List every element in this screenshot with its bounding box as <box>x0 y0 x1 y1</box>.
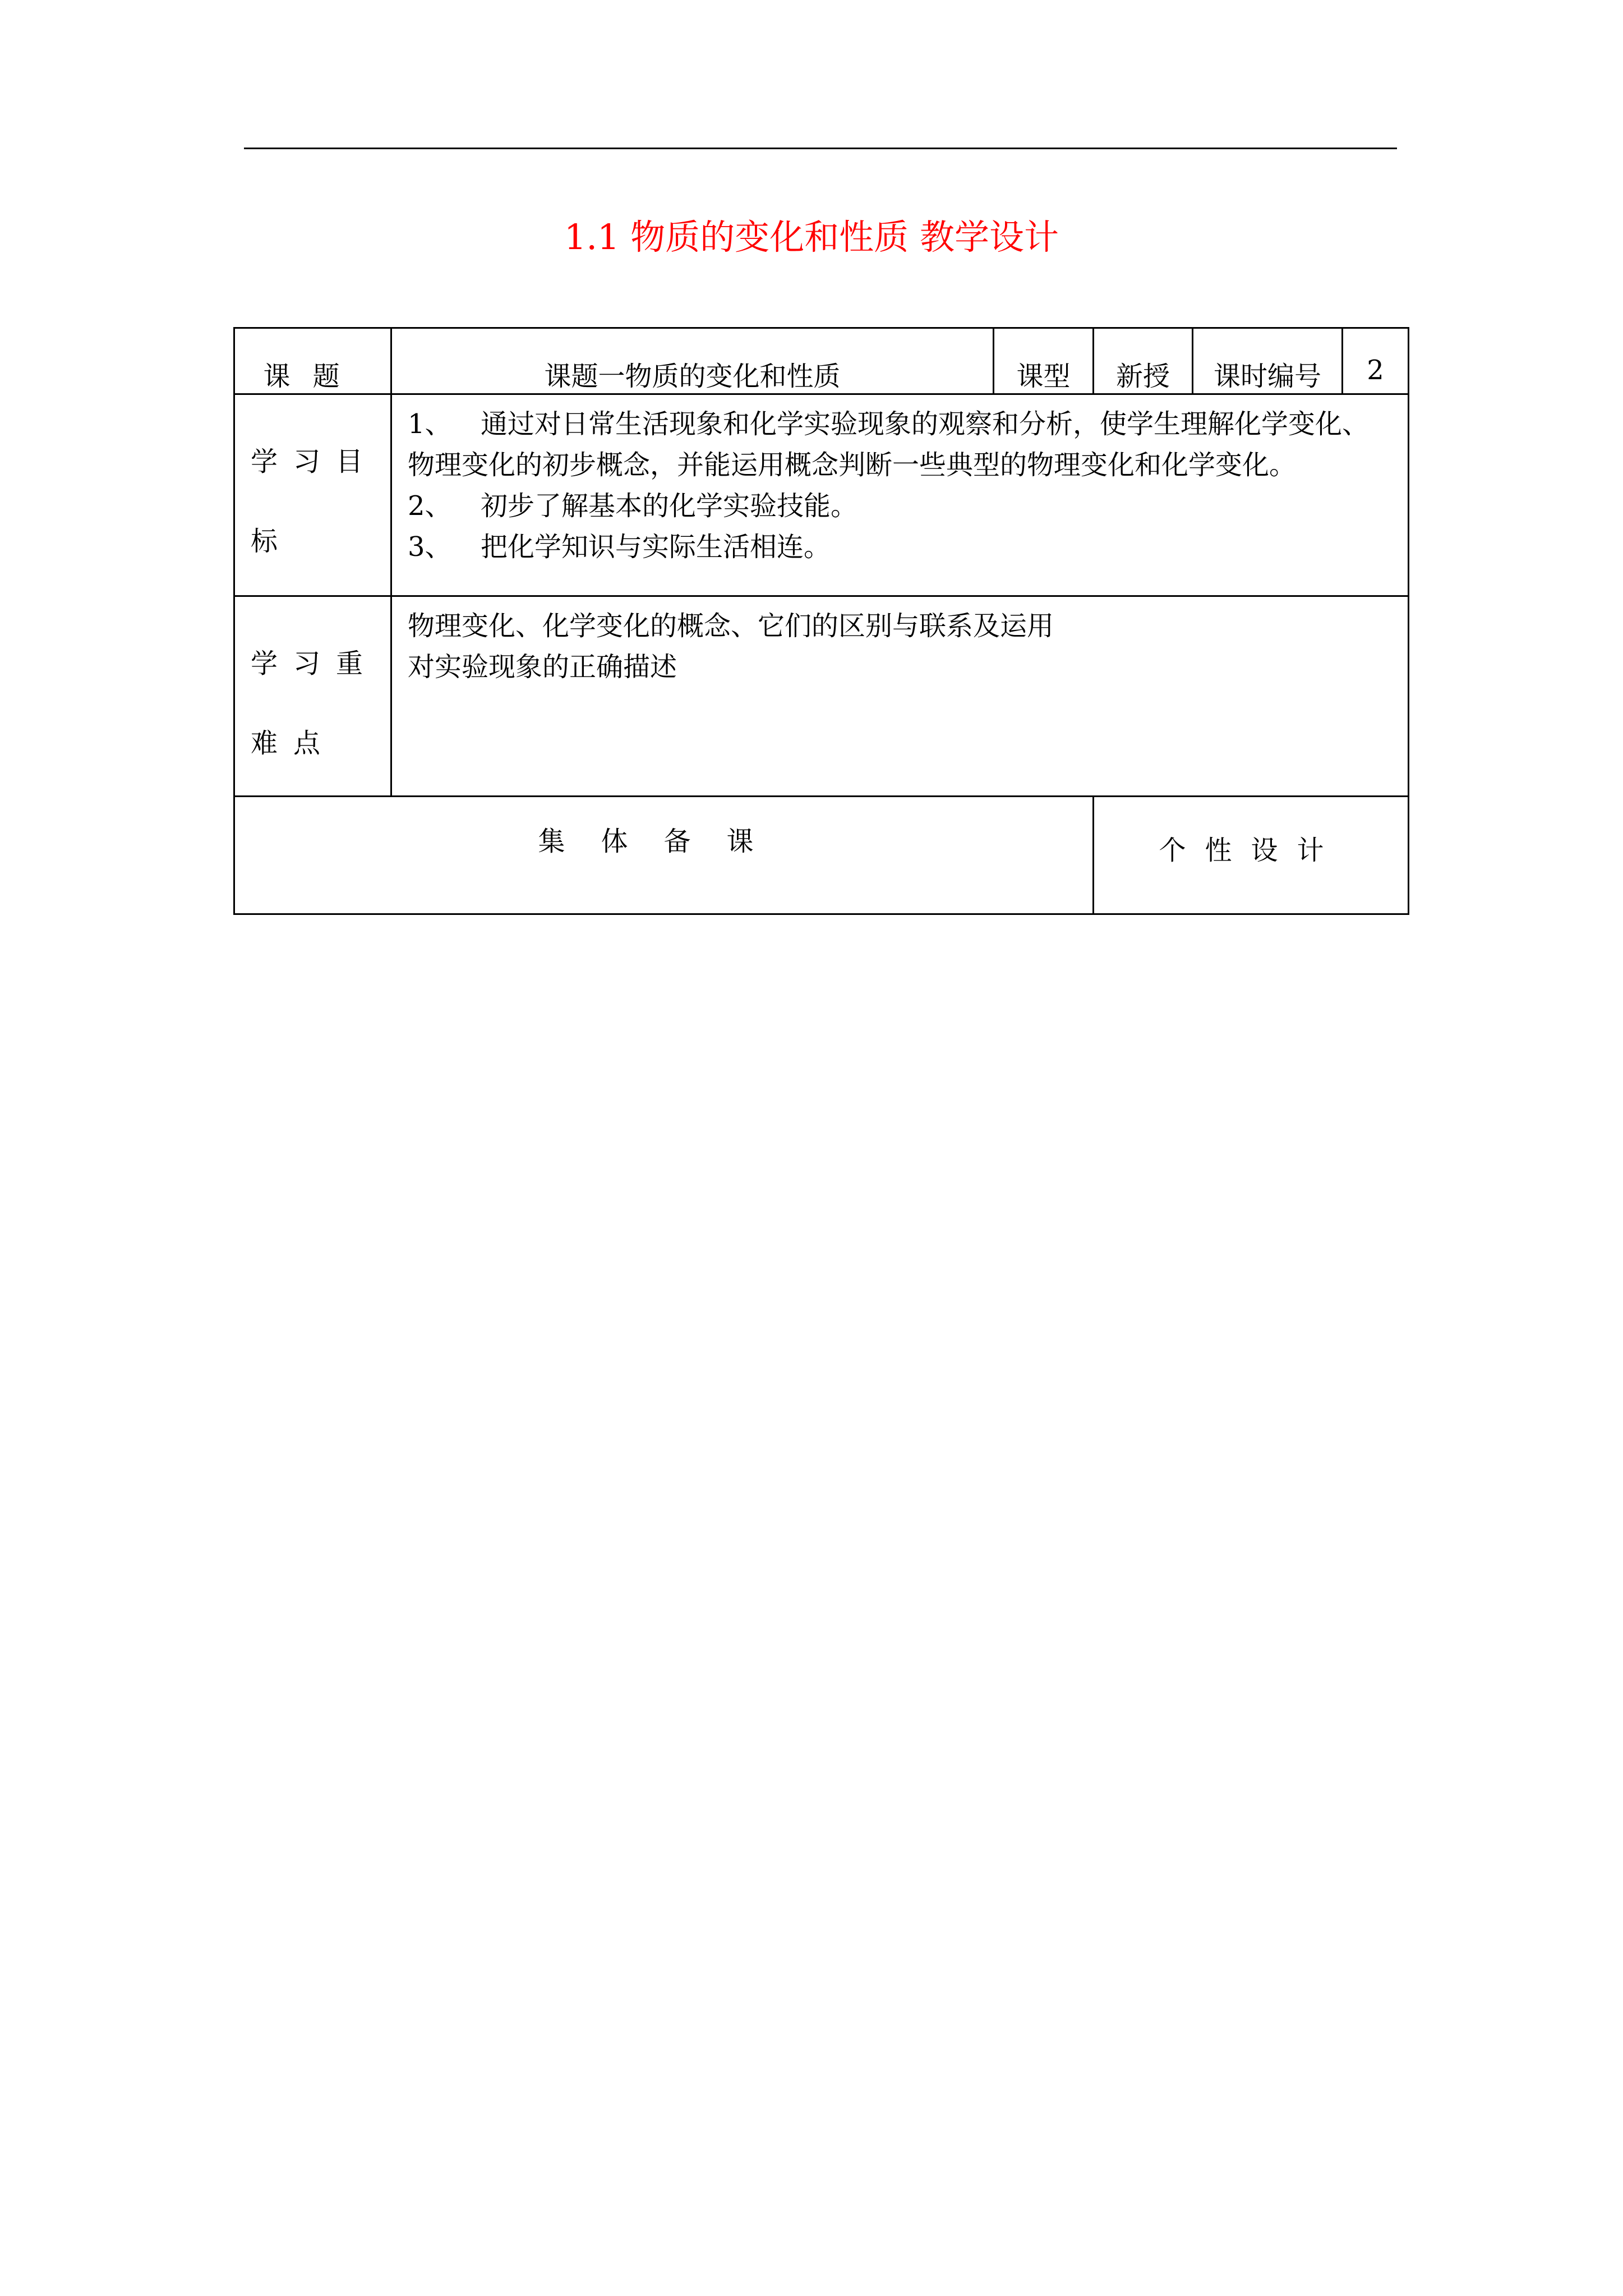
topic-label-cell <box>234 328 391 394</box>
footer-row <box>234 797 1409 914</box>
document-title: 1.1 物质的变化和性质 教学设计 <box>564 217 1059 257</box>
goal-item-3 <box>408 527 1403 568</box>
goal-text-2: 初步了解基本的化学实验技能。 <box>481 490 858 522</box>
personal-design-cell: 个性设计 <box>1094 797 1409 914</box>
period-label: 课时编号 <box>1213 361 1321 392</box>
topic-value: 课题一物质的变化和性质 <box>544 361 841 392</box>
key-points-content <box>391 596 1409 797</box>
key-points-label: 学习重难点 <box>234 596 391 797</box>
collective-prep-cell: 集体备课 <box>234 797 1094 914</box>
goal-number-3: 3、 <box>408 531 452 563</box>
key-point-2: 对实验现象的正确描述 <box>408 651 677 683</box>
table-header-row <box>234 328 1409 394</box>
type-value: 新授 <box>1115 361 1170 392</box>
goal-item-1 <box>408 404 1403 445</box>
header-rule <box>244 148 1397 149</box>
key-point-1: 物理变化、化学变化的概念、它们的区别与联系及运用 <box>408 610 1054 642</box>
goal-text-3: 把化学知识与实际生活相连。 <box>481 531 831 563</box>
goal-text-1: 通过对日常生活现象和化学实验现象的观察和分析，使学生理解化学变化、 <box>481 408 1370 440</box>
type-label-cell <box>994 328 1094 394</box>
lesson-plan-table <box>233 327 1409 915</box>
goal-text-1-continuation: 物理变化的初步概念，并能运用概念判断一些典型的物理变化和化学变化。 <box>408 449 1297 481</box>
period-value: 2 <box>1367 355 1384 386</box>
topic-value-cell <box>391 328 994 394</box>
topic-label: 课题 <box>263 361 362 392</box>
type-label: 课型 <box>1016 361 1071 392</box>
goals-row <box>234 394 1409 596</box>
goals-label: 学习目标 <box>234 394 391 596</box>
goals-content <box>391 394 1409 596</box>
period-label-cell <box>1193 328 1343 394</box>
goal-item-2 <box>408 486 1403 527</box>
goal-number-1: 1、 <box>408 408 452 440</box>
type-value-cell <box>1094 328 1193 394</box>
key-points-row <box>234 596 1409 797</box>
period-value-cell <box>1343 328 1409 394</box>
goal-number-2: 2、 <box>408 490 452 522</box>
